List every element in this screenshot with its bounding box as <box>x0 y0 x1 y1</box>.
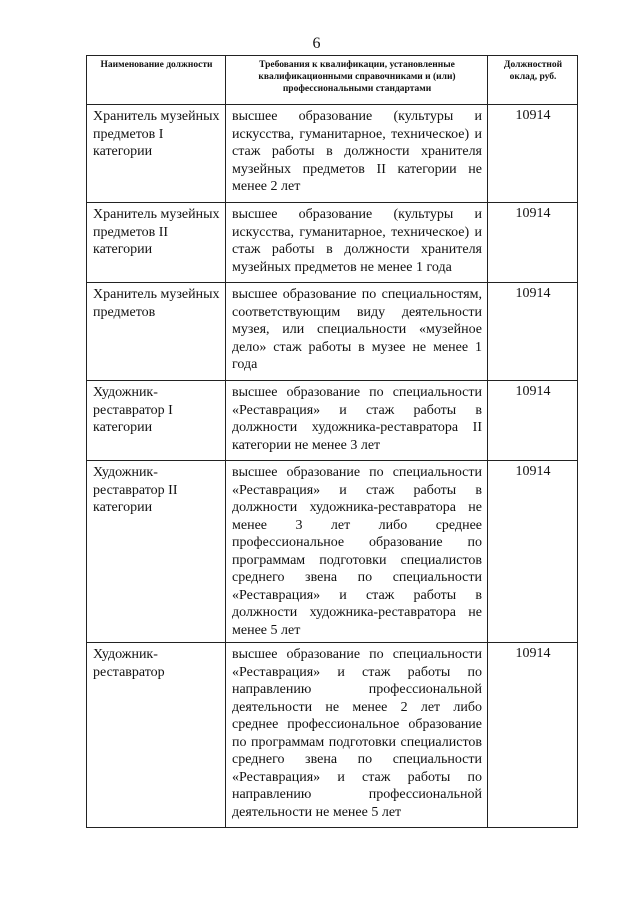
table-row <box>87 381 578 461</box>
table-row <box>87 461 578 643</box>
table-row <box>87 283 578 381</box>
table-row <box>87 643 578 828</box>
table-row <box>87 105 578 203</box>
position-cell: Художник-реставратор <box>87 643 226 828</box>
table-row <box>87 203 578 283</box>
salary-cell: 10914 <box>488 381 578 461</box>
requirements-cell: высшее образование (культуры и искусства, гуманитарное, техническое) и стаж работы в должности хранителя музейных предметов не менее 1 года <box>226 203 488 283</box>
page-number: 6 <box>312 35 321 52</box>
header-requirements: Требования к квалификации, установленные квалификационными справочниками и (или) профессиональными стандартами <box>226 56 488 105</box>
position-cell: Хранитель музейных предметов II категории <box>87 203 226 283</box>
salary-cell: 10914 <box>488 643 578 828</box>
header-position: Наименование должности <box>87 56 226 105</box>
requirements-cell: высшее образование по специальностям, соответствующим виду деятельности музея, или специальности «музейное дело» стаж работы в музее не менее 1 года <box>226 283 488 381</box>
salary-cell: 10914 <box>488 461 578 643</box>
header-salary: Должностной оклад, руб. <box>488 56 578 105</box>
position-cell: Художник-реставратор I категории <box>87 381 226 461</box>
requirements-cell: высшее образование по специальности «Реставрация» и стаж работы в должности художника-реставратора не менее 3 лет либо среднее профессиональное образование по программам подготовки специалистов среднего звена по специальности «Реставрация» и стаж работы в должности художника-реставратора не менее 5 лет <box>226 461 488 643</box>
position-cell: Хранитель музейных предметов I категории <box>87 105 226 203</box>
position-cell: Художник-реставратор II категории <box>87 461 226 643</box>
position-cell: Хранитель музейных предметов <box>87 283 226 381</box>
table-header-row <box>87 56 578 105</box>
salary-cell: 10914 <box>488 283 578 381</box>
requirements-cell: высшее образование по специальности «Реставрация» и стаж работы по направлению профессиональной деятельности не менее 2 лет либо среднее профессиональное образование по программам подготовки специалистов среднего звена по специальности «Реставрация» и стаж работы по направлению профессиональной деятельности не менее 5 лет <box>226 643 488 828</box>
requirements-cell: высшее образование по специальности «Реставрация» и стаж работы в должности художника-реставратора II категории не менее 3 лет <box>226 381 488 461</box>
salary-cell: 10914 <box>488 203 578 283</box>
requirements-cell: высшее образование (культуры и искусства, гуманитарное, техническое) и стаж работы в должности хранителя музейных предметов II категории не менее 2 лет <box>226 105 488 203</box>
salary-cell: 10914 <box>488 105 578 203</box>
positions-table <box>86 55 578 828</box>
